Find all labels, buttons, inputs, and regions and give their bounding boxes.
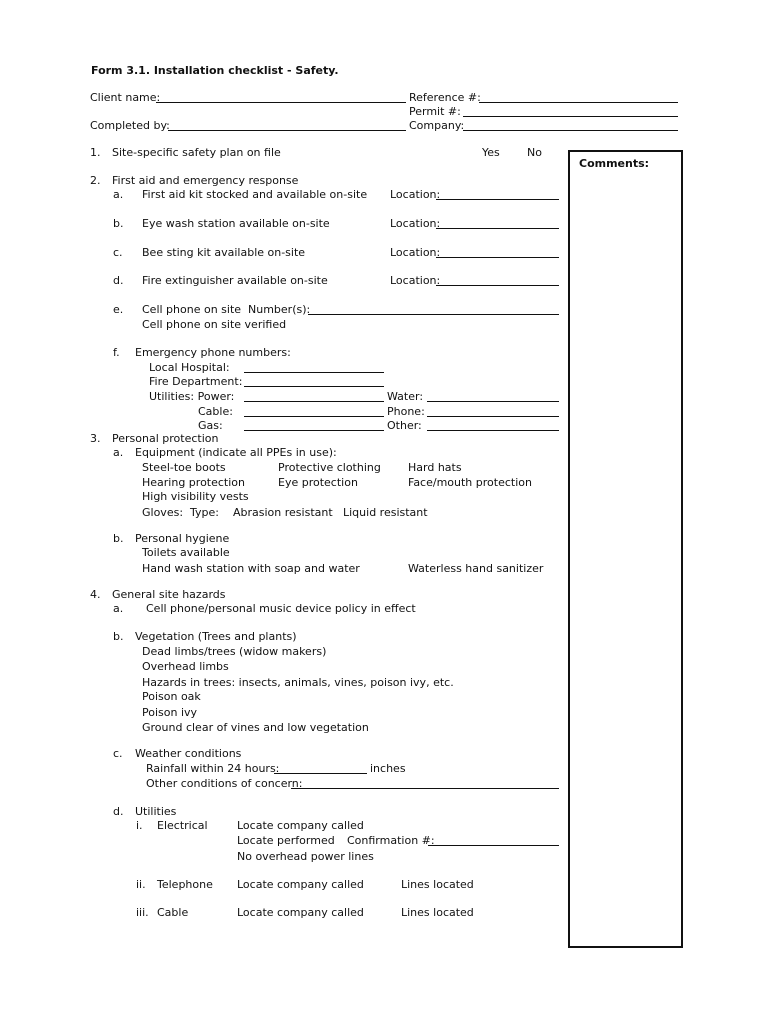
- telephone-locate-called[interactable]: Locate company called: [237, 878, 364, 891]
- abrasion-resistant[interactable]: Abrasion resistant: [233, 506, 333, 519]
- confirmation-field[interactable]: [428, 845, 559, 846]
- phone-field[interactable]: [427, 416, 559, 417]
- permit-field[interactable]: [463, 116, 678, 117]
- eye-wash-location-field[interactable]: [436, 228, 559, 229]
- company-field[interactable]: [463, 130, 678, 131]
- completed-by-field[interactable]: [168, 130, 406, 131]
- section-3-number: 3.: [90, 432, 101, 445]
- other-conditions-label: Other conditions of concern:: [146, 777, 303, 790]
- list-item[interactable]: Poison ivy: [142, 706, 198, 719]
- fire-extinguisher: Fire extinguisher available on-site: [142, 274, 328, 287]
- confirmation-label: Confirmation #:: [347, 834, 435, 847]
- completed-by-label: Completed by:: [90, 119, 170, 132]
- list-item[interactable]: Dead limbs/trees (widow makers): [142, 645, 327, 658]
- section-4-title: General site hazards: [112, 588, 226, 601]
- cable-label: Cable:: [198, 405, 233, 418]
- telephone-number: ii.: [136, 878, 146, 891]
- other-conditions-field[interactable]: [291, 788, 559, 789]
- phone-numbers-label: Number(s):: [248, 303, 311, 316]
- weather-title: Weather conditions: [135, 747, 242, 760]
- first-aid-location-label: Location:: [390, 188, 441, 201]
- list-item[interactable]: Poison oak: [142, 690, 201, 703]
- device-policy: Cell phone/personal music device policy in effect: [146, 602, 416, 615]
- item-2b-letter: b.: [113, 217, 124, 230]
- reference-field[interactable]: [479, 102, 678, 103]
- reference-label: Reference #:: [409, 91, 481, 104]
- item-2a-letter: a.: [113, 188, 124, 201]
- site-safety-plan: Site-specific safety plan on file: [112, 146, 281, 159]
- rainfall-label: Rainfall within 24 hours:: [146, 762, 280, 775]
- inches-unit: inches: [370, 762, 406, 775]
- cable-number: iii.: [136, 906, 149, 919]
- section-1-number: 1.: [90, 146, 101, 159]
- list-item[interactable]: Ground clear of vines and low vegetation: [142, 721, 369, 734]
- fire-extinguisher-location-label: Location:: [390, 274, 441, 287]
- emergency-numbers-title: Emergency phone numbers:: [135, 346, 291, 359]
- bee-sting-kit: Bee sting kit available on-site: [142, 246, 306, 259]
- other-label: Other:: [387, 419, 422, 432]
- no-overhead-power-lines[interactable]: No overhead power lines: [237, 850, 374, 863]
- gas-label: Gas:: [198, 419, 223, 432]
- face-mouth-protection[interactable]: Face/mouth protection: [408, 476, 532, 489]
- high-visibility-vests[interactable]: High visibility vests: [142, 490, 249, 503]
- water-label: Water:: [387, 390, 424, 403]
- toilets-available[interactable]: Toilets available: [142, 546, 230, 559]
- cell-phone-on-site: Cell phone on site: [142, 303, 242, 316]
- telephone-lines-located[interactable]: Lines located: [401, 878, 474, 891]
- phone-label: Phone:: [387, 405, 425, 418]
- form-title: Form 3.1. Installation checklist - Safety.: [91, 64, 339, 77]
- other-field[interactable]: [427, 430, 559, 431]
- item-2d-letter: d.: [113, 274, 124, 287]
- hearing-protection[interactable]: Hearing protection: [142, 476, 246, 489]
- eye-wash-location-label: Location:: [390, 217, 441, 230]
- electrical-locate-called[interactable]: Locate company called: [237, 819, 364, 832]
- utilities-power-label: Utilities: Power:: [149, 390, 235, 403]
- fire-department-field[interactable]: [244, 386, 384, 387]
- protective-clothing[interactable]: Protective clothing: [278, 461, 381, 474]
- yes-option[interactable]: Yes: [482, 146, 500, 159]
- item-4d-letter: d.: [113, 805, 124, 818]
- vegetation-title: Vegetation (Trees and plants): [135, 630, 297, 643]
- fire-department-label: Fire Department:: [149, 375, 243, 388]
- electrical-number: i.: [136, 819, 143, 832]
- gloves-type-label: Type:: [190, 506, 219, 519]
- first-aid-kit: First aid kit stocked and available on-site: [142, 188, 368, 201]
- hand-wash-station[interactable]: Hand wash station with soap and water: [142, 562, 360, 575]
- electrical-label: Electrical: [157, 819, 208, 832]
- phone-numbers-field[interactable]: [308, 314, 559, 315]
- item-3a-letter: a.: [113, 446, 124, 459]
- hard-hats[interactable]: Hard hats: [408, 461, 462, 474]
- utilities-title: Utilities: [135, 805, 177, 818]
- item-2c-letter: c.: [113, 246, 123, 259]
- client-name-label: Client name:: [90, 91, 161, 104]
- section-4-number: 4.: [90, 588, 101, 601]
- telephone-label: Telephone: [157, 878, 213, 891]
- item-2f-letter: f.: [113, 346, 120, 359]
- equipment-title: Equipment (indicate all PPEs in use):: [135, 446, 337, 459]
- personal-hygiene-title: Personal hygiene: [135, 532, 230, 545]
- comments-label: Comments:: [579, 157, 650, 170]
- item-4c-letter: c.: [113, 747, 123, 760]
- gloves-label: Gloves:: [142, 506, 184, 519]
- client-name-field[interactable]: [156, 102, 406, 103]
- cable-field[interactable]: [244, 416, 384, 417]
- electrical-locate-performed[interactable]: Locate performed: [237, 834, 335, 847]
- comments-box[interactable]: [568, 150, 683, 948]
- cable-locate-called[interactable]: Locate company called: [237, 906, 364, 919]
- list-item[interactable]: Overhead limbs: [142, 660, 229, 673]
- cell-phone-verified: Cell phone on site verified: [142, 318, 287, 331]
- gas-field[interactable]: [244, 430, 384, 431]
- bee-sting-location-label: Location:: [390, 246, 441, 259]
- steel-toe-boots[interactable]: Steel-toe boots: [142, 461, 226, 474]
- section-3-title: Personal protection: [112, 432, 219, 445]
- first-aid-location-field[interactable]: [436, 199, 559, 200]
- item-3b-letter: b.: [113, 532, 124, 545]
- cable-utility-label: Cable: [157, 906, 189, 919]
- power-field[interactable]: [244, 401, 384, 402]
- section-2-title: First aid and emergency response: [112, 174, 299, 187]
- local-hospital-label: Local Hospital:: [149, 361, 230, 374]
- list-item[interactable]: Hazards in trees: insects, animals, vines, poison ivy, etc.: [142, 676, 454, 689]
- permit-label: Permit #:: [409, 105, 461, 118]
- waterless-hand-sanitizer[interactable]: Waterless hand sanitizer: [408, 562, 544, 575]
- fire-extinguisher-location-field[interactable]: [436, 285, 559, 286]
- no-option[interactable]: No: [527, 146, 542, 159]
- liquid-resistant[interactable]: Liquid resistant: [343, 506, 428, 519]
- rainfall-field[interactable]: [274, 773, 367, 774]
- water-field[interactable]: [427, 401, 559, 402]
- cable-lines-located[interactable]: Lines located: [401, 906, 474, 919]
- eye-wash-station: Eye wash station available on-site: [142, 217, 330, 230]
- local-hospital-field[interactable]: [244, 372, 384, 373]
- item-4b-letter: b.: [113, 630, 124, 643]
- company-label: Company:: [409, 119, 465, 132]
- section-2-number: 2.: [90, 174, 101, 187]
- item-4a-letter: a.: [113, 602, 124, 615]
- bee-sting-location-field[interactable]: [436, 257, 559, 258]
- eye-protection[interactable]: Eye protection: [278, 476, 358, 489]
- item-2e-letter: e.: [113, 303, 124, 316]
